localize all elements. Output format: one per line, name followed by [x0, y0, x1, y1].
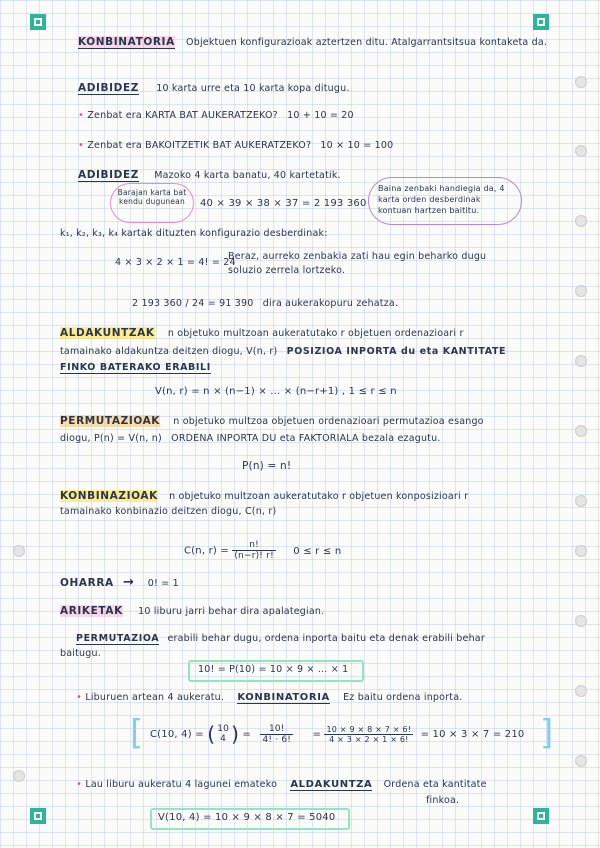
permutazioak-text1: n objetuko multzoa objetuen ordenazioari permutazioa esango [173, 416, 484, 427]
konbinazioak-text2: tamainako konbinazio deitzen diogu, C(n, r) [60, 506, 277, 517]
q2-result: 10 × 10 = 100 [320, 140, 394, 151]
ariketak-label: ARIKETAK [60, 605, 123, 617]
b1-num2: 10 × 9 × 8 × 7 × 6! [326, 724, 412, 734]
binder-hole [575, 215, 587, 227]
bullet1-row [76, 692, 462, 703]
permutazioak-label: PERMUTAZIOAK [60, 415, 161, 427]
perm-label: PERMUTAZIOA [76, 633, 160, 644]
q2-text: Zenbat era BAKOITZETIK BAT AUKERATZEKO? [87, 140, 312, 151]
example1-label: ADIBIDEZ [78, 82, 139, 94]
binomial [215, 724, 231, 744]
b1-tail: Ez baitu ordena inporta. [343, 692, 463, 703]
cloud-right-text: Baina zenbaki handiegia da, 4 karta orden desberdinak kontuan hartzen baititu. [378, 184, 505, 215]
aldakuntzak-pos: POSIZIOA INPORTA du eta KANTITATE [286, 346, 507, 357]
corner-marker-bottom-right [533, 808, 549, 824]
binder-hole [575, 76, 587, 88]
permutazioak-row2 [60, 433, 441, 444]
example1-text: 10 karta urre eta 10 karta kopa ditugu. [156, 83, 350, 94]
bullet-icon: • [78, 140, 85, 151]
page-title: KONBINATORIA [78, 36, 175, 48]
bullet-icon: • [78, 110, 85, 121]
binder-hole [575, 685, 587, 697]
example2-row [78, 169, 341, 181]
title-row [78, 36, 547, 48]
example2-calc: 40 × 39 × 38 × 37 = 2 193 360 [200, 198, 367, 209]
b2-ald: ALDAKUNTZA [290, 779, 373, 790]
q1-result: 10 + 10 = 20 [287, 110, 354, 121]
example1-q2 [78, 140, 393, 151]
binder-hole [575, 615, 587, 627]
konbinazioak-row1 [60, 490, 468, 502]
oharra-label: OHARRA [60, 577, 114, 589]
result-note: dira aukerakopuru zehatza. [262, 298, 399, 309]
binder-hole [575, 285, 587, 297]
aldakuntzak-text3: FINKO BATERAKO ERABILI [60, 362, 211, 373]
k-text: k₁, k₂, k₃, k₄ kartak dituzten konfigurazio desberdinak: [60, 228, 328, 239]
b1-lhs: C(10, 4) = [150, 729, 204, 740]
perm-text1: erabili behar dugu, ordena inporta baitu eta denak erabili behar [167, 633, 485, 644]
binder-hole [575, 545, 587, 557]
fact-note: Beraz, aurreko zenbakia zati hau egin beharko dugu soluzio zerrela lortzeko. [228, 251, 487, 276]
aldakuntzak-text1: n objetuko multzoan aukeratutako r objetuen ordenazioari r [167, 328, 464, 339]
konbinazioak-fraction [232, 540, 276, 561]
bullet2-row [76, 779, 487, 790]
corner-marker-top-left [30, 14, 46, 30]
binder-hole [575, 425, 587, 437]
permutazioak-row1 [60, 415, 484, 427]
b2-tail2: finkoa. [426, 795, 460, 806]
b1-den: 4! · 6! [262, 734, 292, 745]
ariketak-text: 10 liburu jarri behar dira apalategian. [138, 606, 325, 617]
b2-text: Lau liburu aukeratu 4 lagunei emateko [85, 779, 278, 790]
example2-label: ADIBIDEZ [78, 169, 139, 181]
konbinazioak-text1: n objetuko multzoan aukeratutako r objetuen konposizioari r [169, 491, 469, 502]
ariketak-row [60, 605, 324, 617]
binder-hole [575, 495, 587, 507]
arrow-right-icon: → [122, 575, 135, 590]
permutazioak-text2: diogu, P(n) = V(n, n) [60, 433, 162, 444]
bullet-icon: • [76, 692, 83, 703]
b1-fraction2 [324, 725, 413, 744]
aldakuntzak-label: ALDAKUNTZAK [60, 327, 155, 339]
b2-tail: Ordena eta kantitate [383, 779, 487, 790]
result-calc: 2 193 360 / 24 = 91 390 [132, 298, 254, 309]
bullet-icon: • [76, 779, 83, 790]
bracket-left: [ [130, 713, 144, 753]
binder-hole [575, 755, 587, 767]
b1-eq2: = [312, 729, 322, 740]
perm-formula: 10! = P(10) = 10 × 9 × ... × 1 [198, 664, 349, 675]
konbinazioak-lhs: C(n, r) = [184, 545, 229, 557]
konbinazioak-range: 0 ≤ r ≤ n [293, 545, 342, 557]
oharra-row [60, 575, 179, 590]
result-row [132, 298, 398, 309]
konbinazioak-label: KONBINAZIOAK [60, 490, 158, 502]
binder-hole [575, 355, 587, 367]
perm-text2: baitugu. [60, 648, 101, 659]
oharra-text: 0! = 1 [147, 578, 179, 589]
aldakuntzak-text2: tamainako aldakuntza deitzen diogu, V(n, r) [60, 346, 278, 357]
q1-text: Zenbat era KARTA BAT AUKERATZEKO? [87, 110, 278, 121]
example1-row [78, 82, 350, 94]
binder-hole [575, 145, 587, 157]
permutazioa-row1 [76, 633, 485, 644]
binder-hole [13, 770, 25, 782]
b1-eq: = [242, 729, 252, 740]
binomial-top: 10 [217, 724, 230, 734]
b1-text: Liburuen artean 4 aukeratu. [85, 692, 225, 703]
intro-text: Objektuen konfigurazioak aztertzen ditu. Atalgarrantsitsua kontaketa da. [186, 37, 548, 48]
b2-formula: V(10, 4) = 10 × 9 × 8 × 7 = 5040 [158, 812, 336, 823]
permutazioak-emph: ORDENA INPORTA DU eta FAKTORIALA bezala ezagutu. [171, 433, 441, 444]
konbinazioak-formula [184, 540, 341, 561]
b1-kon: KONBINATORIA [237, 692, 330, 703]
aldakuntzak-row2 [60, 346, 506, 357]
binomial-bottom: 4 [220, 734, 227, 744]
b1-num: 10! [260, 724, 293, 735]
fraction-denominator: (n−r)! r! [234, 551, 274, 561]
aldakuntzak-formula: V(n, r) = n × (n−1) × ... × (n−r+1) , 1 ≤ r ≤ n [155, 386, 397, 397]
permutazioak-formula: P(n) = n! [242, 460, 292, 472]
cloud-left-text: Barajan karta bat kendu dugunean [117, 188, 187, 206]
fact-calc: 4 × 3 × 2 × 1 = 4! = 24 [115, 257, 236, 268]
fraction-numerator: n! [232, 540, 276, 551]
bracket-right: ] [540, 713, 554, 753]
b1-den2: 4 × 3 × 2 × 1 × 6! [329, 734, 409, 744]
corner-marker-top-right [533, 14, 549, 30]
example2-text: Mazoko 4 karta banatu, 40 kartetatik. [154, 170, 341, 181]
b1-formula: C(10, 4) = ( 10 4 ) = $\frac{10!}{4! \cdot 6!}$ = $\frac{10 \times 9 \times 8 \times 7 \times 6!}{4 \times 3 \times 2 \times 1 \times 6!}$ = 10 × 3 × 7 = 210 [150, 722, 525, 746]
binder-hole [13, 545, 25, 557]
example1-q1 [78, 110, 354, 121]
aldakuntzak-row1 [60, 327, 464, 339]
corner-marker-bottom-left [30, 808, 46, 824]
b1-fraction [260, 724, 293, 745]
b1-result: = 10 × 3 × 7 = 210 [420, 729, 525, 740]
